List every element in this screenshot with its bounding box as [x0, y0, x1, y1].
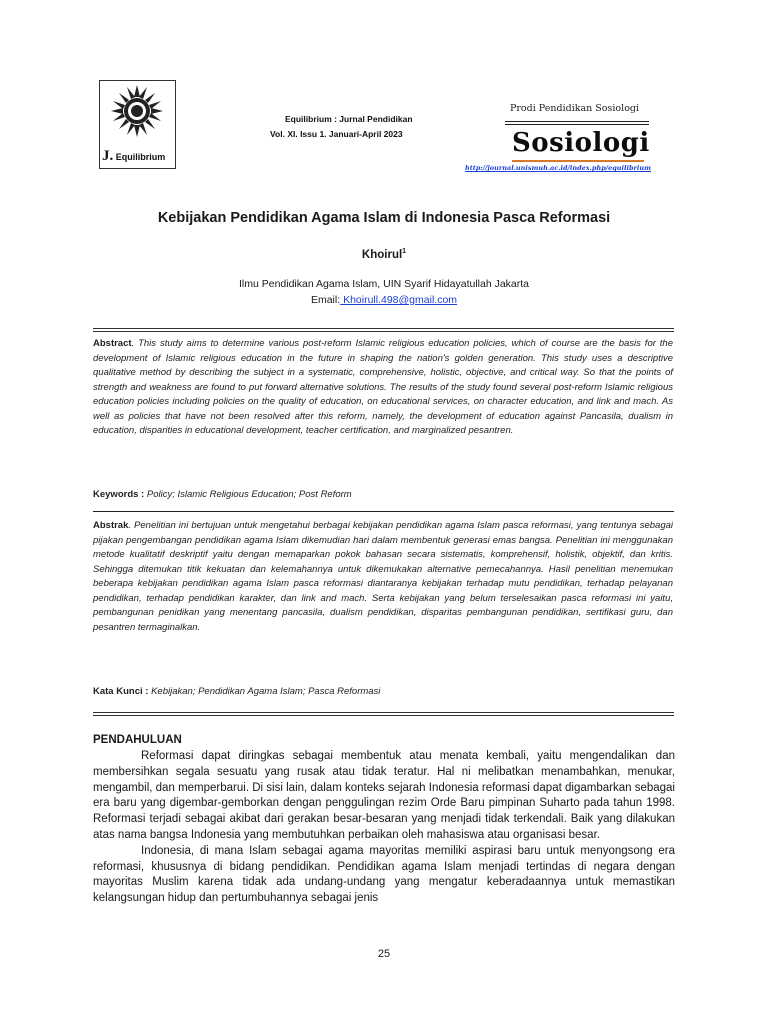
body-paragraph: Reformasi dapat diringkas sebagai membentuk atau menata kembali, yaitu mengendalikan dan membersihkan segala sesuatu yang rusak atau tidak teratur. Hal ni melibatkan menambahkan, menukar, mengambil, dan memperbarui. Di sisi lain, dalam konteks sejarah Indonesia reformasi dapat digambarkan sebagai era baru yang digembar-gemborkan dengan penggulingan rezim Orde Baru pimpinan Suharto pada tahun 1998. Reformasi terjadi sebagai akibat dari gerakan besar-besaran yang menjadi tidak terkendali. Baik yang dilakukan atas nama bangsa Indonesia yang membutuhkan perbaikan oleh mahasiswa atau organisasi besar. [93, 750, 675, 841]
header-rule-top [505, 121, 649, 122]
section-heading: PENDAHULUAN [93, 734, 182, 746]
muhammadiyah-emblem-icon [100, 81, 174, 141]
divider-top [93, 328, 674, 332]
divider-bottom [93, 712, 674, 716]
body-text [93, 749, 675, 907]
journal-url-link[interactable]: http://journal.unismuh.ac.id/index.php/equilibrium [465, 164, 651, 172]
abstract-indonesian: Abstrak. Penelitian ini bertujuan untuk mengetahui berbagai kebijakan pendidikan agama Islam pasca reformasi, yang tentunya sebagai pijakan pengembangan pendidikan agama Islam dikemudian hari dalam membentuk generasi emas bangsa. Penelitian ini menggunakan metode kualitatif deskriptif yaitu dengan memaparkan pokok bahasan secara sistematis, komprehensif, holistik, objektif, dan kritis. Sehingga ditemukan titik kekuatan dan kelemahannya untuk dikemukakan alternative pemecahannya. Hasil penelitian menemukan beberapa kebijakan pendidikan agama Islam pasca reformasi diantaranya kebijakan terhadap mutu pendidikan, terhadap pelayanan pendidikan, terhadap pendidikan karakter, dan link and mach. Serta kebijakan yang belum terselesaikan pasca reformasi ini yaitu, pembangunan penidikan yang menentang pancasila, dualism pendidikan, disparitas pembangunan pendidikan, sertifikasi guru, dan pesantren termaginalkan. [93, 520, 673, 633]
body-paragraph: Indonesia, di mana Islam sebagai agama mayoritas memiliki aspirasi baru untuk menyongsong era reformasi, khususnya di bidang pendidikan. Pendidikan agama Islam menjadi tertindas di negara dengan mayoritas Muslim karena tidak ada undang-undang yang mengatur keberadaannya untuk memastikan kelangsungan hidup dan pertumbuhannya sebagai jenis [93, 844, 675, 905]
email-link[interactable]: Khoirull.498@gmail.com [340, 294, 458, 306]
header-rule-top-2 [505, 124, 649, 125]
brand-title: Sosiologi [512, 128, 650, 158]
logo-wordmark: J. Equilibrium [102, 148, 166, 164]
email-line: Email: Khoirull.498@gmail.com [310, 294, 458, 306]
abstract-english: Abstract. This study aims to determine various post-reform Islamic religious education policies, which of course are the basis for the development of Islamic religious education in the future in shaping the nation's golden generation. This study uses a descriptive qualitative method by describing the subject in a systematic, comprehensive, holistic, objective, and critical way. So that the points of strength and weakness are found to put forward alternative solutions. The results of the study found several post-reform Islamic religious education policies including policies on the quality of education, on educational services, on character education, and link and mach. As well as policies that have not been resolved after this reform, namely, the development of education against Pancasila, dualism in education, disparities in educational development, teacher certification, and marginalized pesantren. [93, 338, 673, 436]
keywords-indonesian: Kata Kunci : Kebijakan; Pendidikan Agama Islam; Pasca Reformasi [93, 686, 381, 697]
divider-mid [93, 511, 674, 512]
affiliation: Ilmu Pendidikan Agama Islam, UIN Syarif Hidayatullah Jakarta [238, 278, 530, 290]
journal-volume: Vol. XI. Issu 1. Januari-April 2023 [270, 129, 403, 139]
article-title: Kebijakan Pendidikan Agama Islam di Indonesia Pasca Reformasi [157, 210, 611, 226]
journal-name: Equilibrium : Jurnal Pendidikan [285, 114, 413, 124]
brand-underline [512, 160, 644, 162]
department-name: Prodi Pendidikan Sosiologi [510, 103, 640, 114]
journal-logo [99, 80, 176, 169]
author-name: Khoirul$^1$ [361, 248, 407, 261]
page-number: 25 [377, 948, 391, 960]
keywords-english: Keywords : Policy; Islamic Religious Education; Post Reform [93, 489, 352, 500]
journal-info [258, 112, 458, 142]
